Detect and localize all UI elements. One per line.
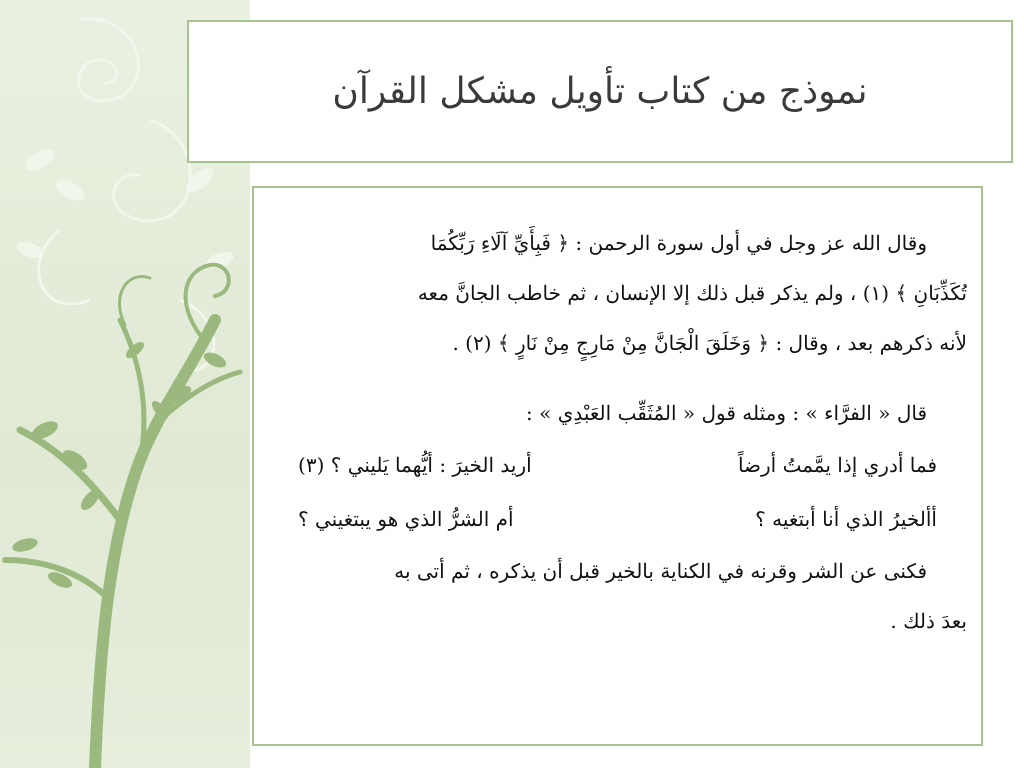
verse-line-2	[268, 492, 967, 546]
title-box	[187, 20, 1013, 163]
verse-1-first-half: فما أدري إذا يمَّمتُ أرضاً	[737, 453, 937, 477]
closing-line-2: بعدَ ذلك .	[890, 609, 967, 633]
verse-1-second-half: أريد الخيرَ : أيُّهما يَليني ؟ (٣)	[298, 453, 532, 477]
verse-2-second-half: أم الشرُّ الذي هو يبتغيني ؟	[298, 507, 514, 531]
book-excerpt	[252, 186, 983, 746]
excerpt-line-1: وقال الله عز وجل في أول سورة الرحمن : ﴿ فَبِأَيِّ آلَاءِ رَبِّكُمَا	[430, 231, 927, 255]
excerpt-line-3: لأنه ذكرهم بعد ، وقال : ﴿ وَخَلَقَ الْجَانَّ مِنْ مَارِجٍ مِنْ نَارٍ ﴾ (٢) .	[452, 331, 967, 355]
closing-line-1: فكنى عن الشر وقرنه في الكناية بالخير قبل أن يذكره ، ثم أتى به	[394, 559, 927, 583]
slide-title: نموذج من كتاب تأويل مشكل القرآن	[332, 71, 868, 112]
excerpt-line-2: تُكَذِّبَانِ ﴾ (١) ، ولم يذكر قبل ذلك إلا الإنسان ، ثم خاطب الجانَّ معه	[417, 281, 967, 305]
verse-line-1	[268, 438, 967, 492]
excerpt-text	[268, 218, 967, 646]
verse-2-first-half: أألخيرُ الذي أنا أبتغيه ؟	[755, 507, 937, 531]
quote-intro: قال « الفرَّاء » : ومثله قول « المُثَقِّب العَبْدِي » :	[526, 401, 927, 425]
